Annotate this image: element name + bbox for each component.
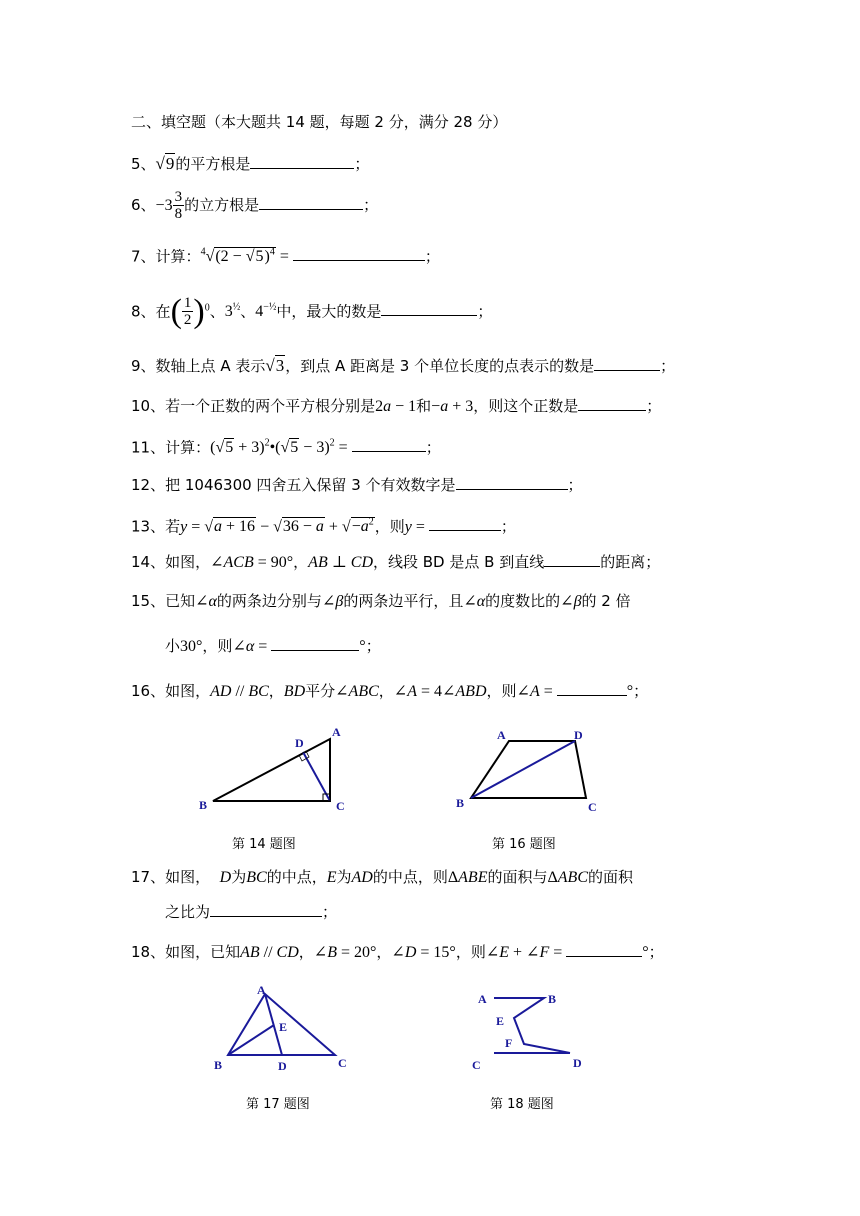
q11-expression: $(√5 + 3)^2•(√5 - 3)^2$ = xyxy=(210,438,352,457)
fig17-label-b: B xyxy=(214,1058,223,1072)
q8-number: 8、 xyxy=(131,302,156,321)
q14-angle: ∠ACB = 90° xyxy=(210,554,294,571)
q18-blank[interactable] xyxy=(566,940,642,957)
caption-fig16: 第 16 题图 xyxy=(492,837,556,852)
question-18: 18、如图，已知AB // CD，∠B = 20°，∠D = 15°，则∠E + ∠F = °； xyxy=(131,940,664,964)
question-9 xyxy=(131,354,675,377)
q14-blank[interactable] xyxy=(544,550,600,567)
fig14-label-a: A xyxy=(332,725,341,739)
question-11 xyxy=(131,433,441,459)
q16-text-b: 平分 xyxy=(305,682,336,700)
q9-number: 9、 xyxy=(131,357,156,375)
q5-blank[interactable] xyxy=(250,152,354,169)
q5-text: 的平方根是 xyxy=(175,155,251,173)
q10-text-b: 和 xyxy=(416,397,432,415)
q10-text-a: 若一个正数的两个平方根分别是 xyxy=(165,397,376,415)
question-7 xyxy=(131,242,440,268)
q17-blank[interactable] xyxy=(210,900,322,917)
q12-end: ； xyxy=(567,476,583,494)
fig17-label-d: D xyxy=(278,1059,287,1073)
question-12 xyxy=(131,473,583,496)
q17-end: ； xyxy=(322,903,338,921)
q14-perp: AB ⊥ CD xyxy=(308,554,373,571)
q13-text-a: 若 xyxy=(165,517,181,536)
q13-text-b: ，则 xyxy=(374,517,405,536)
q11-number: 11、 xyxy=(131,438,166,457)
sqrt-3: √3 xyxy=(265,356,285,375)
q18-number: 18、 xyxy=(131,943,166,961)
q16-text-a: 如图， xyxy=(165,682,211,700)
fig17-label-e: E xyxy=(279,1020,288,1034)
fig17-label-a: A xyxy=(257,984,266,997)
q6-fraction: $\frac{3}{8}$ xyxy=(174,189,183,222)
q15-text-d: 的度数比的 xyxy=(485,592,561,610)
q17-text-e: 的中点，则 xyxy=(372,868,448,886)
question-15: 15、已知∠α的两条边分别与∠β的两条边平行，且∠α的度数比的∠β的 2 倍 xyxy=(131,592,631,610)
q15-text-e: 的 2 倍 xyxy=(581,592,631,610)
q11-end: ； xyxy=(425,438,441,457)
question-13 xyxy=(131,512,516,538)
q18-end: ； xyxy=(648,943,664,961)
q15-text-b: 的两条边分别与 xyxy=(216,592,322,610)
q5-end: ； xyxy=(354,155,370,173)
q15-end: ； xyxy=(365,637,381,655)
question-6 xyxy=(131,188,378,223)
q8-end: ； xyxy=(477,302,493,321)
fig18-label-d: D xyxy=(573,1056,582,1070)
q12-number: 12、 xyxy=(131,476,166,494)
q8-sep-2: 、 xyxy=(240,302,256,321)
caption-fig14: 第 14 题图 xyxy=(232,837,296,852)
q7-text: 计算： xyxy=(155,247,201,266)
q17-number: 17、 xyxy=(131,868,166,886)
section-title: 二、填空题（本大题共 14 题，每题 2 分，满分 28 分） xyxy=(131,113,508,131)
q17-line2: 之比为 xyxy=(165,903,211,921)
q15-blank[interactable] xyxy=(271,634,359,651)
question-17: 17、如图， D为BC的中点，E为AD的中点，则ΔABE的面积与ΔABC的面积 xyxy=(131,868,634,886)
fig14-label-c: C xyxy=(336,799,345,813)
q6-blank[interactable] xyxy=(259,193,363,210)
q13-expression: $y = √a + 16 - √36 - a + √-a^2$ xyxy=(180,517,374,536)
q17-text-f: 的面积与 xyxy=(487,868,548,886)
q13-end: ； xyxy=(500,517,516,536)
q9-end: ； xyxy=(660,357,676,375)
q16-blank[interactable] xyxy=(557,679,627,696)
q13-number: 13、 xyxy=(131,517,166,536)
q8-blank[interactable] xyxy=(381,299,477,316)
q17-text-d: 为 xyxy=(336,868,352,886)
fig18-label-b: B xyxy=(548,992,557,1006)
caption-fig17: 第 17 题图 xyxy=(246,1097,310,1112)
q17-text-a: 如图， xyxy=(165,868,211,886)
q8-half: $\frac{1}{2}$ xyxy=(183,295,192,329)
caption-fig18: 第 18 题图 xyxy=(490,1097,554,1112)
question-17-line-2 xyxy=(165,900,337,923)
figure-14 xyxy=(195,722,355,818)
q10-expr-1: 2a − 1 xyxy=(375,398,417,415)
q12-blank[interactable] xyxy=(456,473,568,490)
q15-line2-b: ，则 xyxy=(202,637,233,655)
q17-text-b: 为 xyxy=(231,868,247,886)
q5-number: 5、 xyxy=(131,155,156,173)
question-16: 16、如图，AD // BC，BD平分∠ABC，∠A = 4∠ABD，则∠A = °； xyxy=(131,679,648,703)
q14-text-a: 如图， xyxy=(165,553,211,571)
q8-power-3: $3^{\frac{1}{2}}$ xyxy=(224,302,241,321)
q6-end: ； xyxy=(363,196,379,214)
q14-text-c: 的距离； xyxy=(600,553,661,571)
figure-17 xyxy=(208,984,358,1076)
q6-text: 的立方根是 xyxy=(184,196,260,214)
q7-blank[interactable] xyxy=(293,244,425,261)
q6-number: 6、 xyxy=(131,196,156,214)
fig14-label-d: D xyxy=(295,736,304,750)
q16-number: 16、 xyxy=(131,682,166,700)
q13-y: y = xyxy=(404,518,429,536)
figure-16 xyxy=(452,726,612,822)
q6-mixed-number: −3 xyxy=(155,197,173,214)
fig17-label-c: C xyxy=(338,1056,347,1070)
q8-sep-1: 、 xyxy=(209,302,225,321)
question-14: 14、如图，∠ACB = 90°，AB ⊥ CD，线段 BD 是点 B 到直线 的距离； xyxy=(131,550,660,574)
q17-text-c: 的中点， xyxy=(266,868,327,886)
q15-text-c: 的两条边平行，且 xyxy=(343,592,464,610)
q7-expression: $^4√(2 - √5)^4$ = xyxy=(200,247,293,266)
q15-line2-a: 小 xyxy=(165,637,181,655)
q11-blank[interactable] xyxy=(352,435,426,452)
q11-text: 计算： xyxy=(165,438,211,457)
q10-end: ； xyxy=(646,397,662,415)
fig16-diagonal-bd xyxy=(471,741,575,798)
q10-blank[interactable] xyxy=(578,394,646,411)
fig16-label-b: B xyxy=(456,796,465,810)
q7-end: ； xyxy=(424,247,440,266)
q15-text-a: 已知 xyxy=(165,592,196,610)
fig17-segment-be xyxy=(228,1025,274,1055)
fig16-label-a: A xyxy=(497,728,506,742)
fig16-label-c: C xyxy=(588,800,597,814)
fig18-label-e: E xyxy=(496,1014,505,1028)
q16-end: ； xyxy=(633,682,649,700)
q13-blank[interactable] xyxy=(429,514,501,531)
figure-18 xyxy=(472,988,592,1078)
q14-text-b: ，线段 BD 是点 B 到直线 xyxy=(373,553,545,571)
q8-power-4: $4^{-\frac{1}{2}}$ xyxy=(255,302,277,321)
fig16-label-d: D xyxy=(574,728,583,742)
question-15-line-2: 小30°，则∠α = °； xyxy=(165,634,381,658)
q7-number: 7、 xyxy=(131,247,156,266)
question-8: 8、在( $\frac{1}{2}$ )$^0$、$3^{\frac{1}{2}}$、$4^{-\frac{1}{2}}$中，最大的数是 ； xyxy=(131,292,493,330)
question-5 xyxy=(131,152,369,175)
fig18-label-f: F xyxy=(505,1036,513,1050)
fig18-label-c: C xyxy=(472,1058,481,1072)
question-10 xyxy=(131,394,661,418)
q9-blank[interactable] xyxy=(594,354,660,371)
q8-text-a: 在 xyxy=(155,302,171,321)
q18-text-a: 如图，已知 xyxy=(165,943,241,961)
q10-expr-2: −a + 3 xyxy=(431,398,474,415)
q10-number: 10、 xyxy=(131,397,166,415)
q12-text: 把 1046300 四舍五入保留 3 个有效数字是 xyxy=(165,476,456,494)
fig18-label-a: A xyxy=(478,992,487,1006)
q15-number: 15、 xyxy=(131,592,166,610)
q9-text-b: ，到点 A 距离是 3 个单位长度的点表示的数是 xyxy=(285,357,595,375)
q10-text-c: ，则这个正数是 xyxy=(473,397,579,415)
q14-number: 14、 xyxy=(131,553,166,571)
q9-text-a: 数轴上点 A 表示 xyxy=(155,357,266,375)
q17-text-g: 的面积 xyxy=(588,868,634,886)
fig14-label-b: B xyxy=(199,798,208,812)
q8-text-b: 中，最大的数是 xyxy=(276,302,382,321)
sqrt-9: √9 xyxy=(155,154,175,173)
